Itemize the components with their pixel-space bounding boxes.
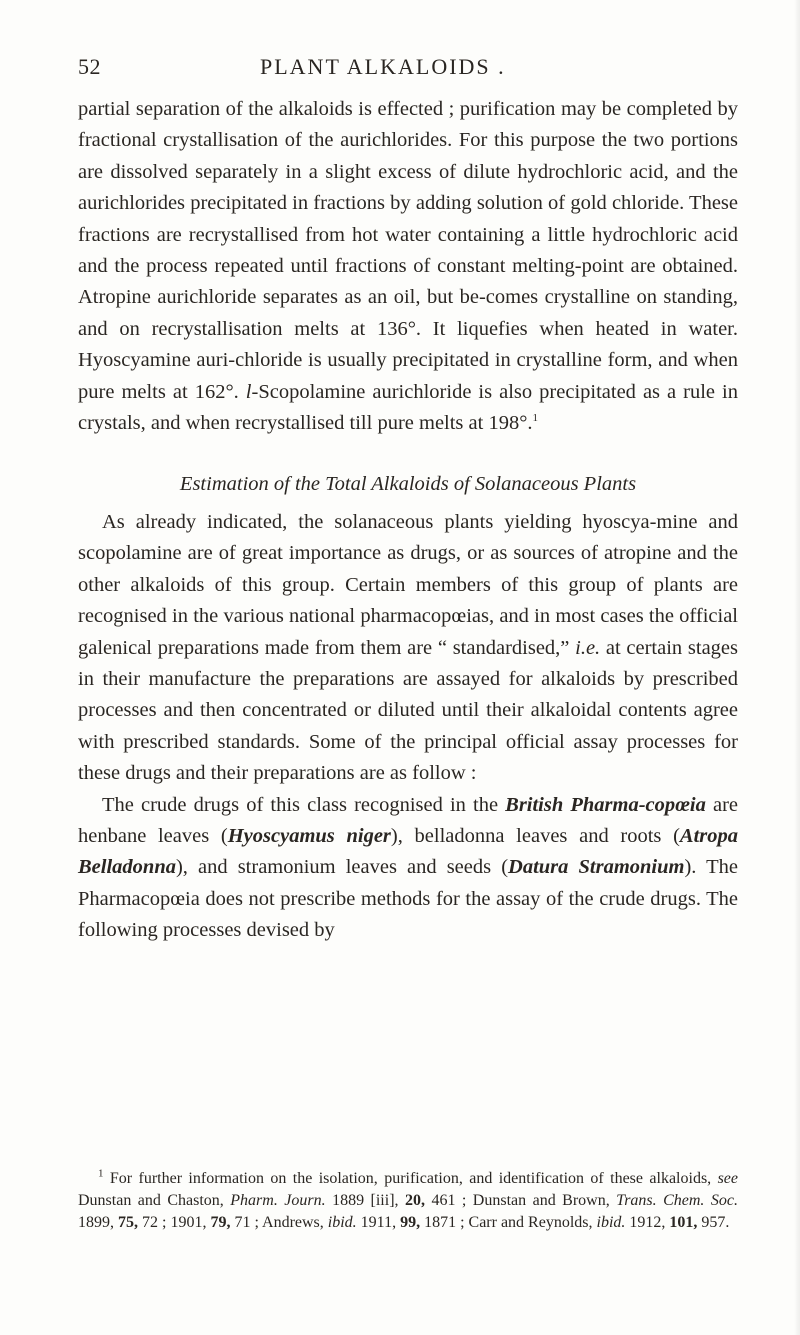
footnote-see: see <box>717 1170 738 1187</box>
paragraph-1-text: partial separation of the alkaloids is effected ; purification may be completed by fractional crystallisation of the aurichlorides. For this purpose the two portions are dissolved separately in a slight excess of dilute hydrochloric acid, and the aurichlorides precipitated in fractions by adding solution of gold chloride. These fractions are recrystallised from hot water containing a little hydrochloric acid and the process repeated until fractions of constant melting-point are obtained. Atropine aurichloride separates as an oil, but be-comes crystalline on standing, and on recrystallisation melts at 136°. It liquefies when heated in water. Hyoscyamine auri-chloride is usually precipitated in crystalline form, and when pure melts at 162°. <box>78 98 738 403</box>
body-text <box>78 94 738 947</box>
footnotes <box>78 1168 738 1234</box>
paragraph-3-text-b: are henbane leaves ( <box>78 793 738 847</box>
datura-stramonium: Datura Stramonium <box>508 856 685 879</box>
footnote-volume-3: 79, <box>210 1214 231 1231</box>
footnote-text-g: 71 ; Andrews, <box>230 1214 328 1231</box>
hyoscyamus-niger: Hyoscyamus niger <box>227 824 391 847</box>
footnote-mark: 1 <box>98 1167 104 1180</box>
footnote-text-a: For further information on the isolation, purification, and identification of these alkaloids, <box>103 1170 718 1187</box>
footnote-volume-4: 99, <box>400 1214 421 1231</box>
footnote-ibid-2: ibid. <box>596 1214 626 1231</box>
footnote-text-b: Dunstan and Chaston, <box>78 1192 231 1209</box>
levo-prefix: l <box>245 380 252 403</box>
footnote-text-c: 1889 [iii], <box>325 1192 405 1209</box>
footnote-reference: 1 <box>532 412 539 425</box>
footnote-journal-2: Trans. Chem. Soc. <box>616 1192 738 1209</box>
paragraph-1-text-2: -Scopolamine aurichloride is also precipitated as a rule in crystals, and when recrystallised till pure melts at 198°. <box>78 380 738 435</box>
paragraph-3 <box>78 790 738 947</box>
paragraph-3-text: The crude drugs of this class recognised in the <box>102 793 506 816</box>
paragraph-2-text: As already indicated, the solanaceous plants yielding hyoscya-mine and scopolamine are of great importance as drugs, or as sources of atropine and the other alkaloids of this group. Certain members of this group of plants are recognised in the various national pharmacopœias, and in most cases the official galenical preparations made from them are “ standardised,” <box>78 510 738 659</box>
footnote-volume-2: 75, <box>118 1214 138 1231</box>
footnote-1 <box>78 1168 738 1234</box>
footnote-text-j: 1912, <box>625 1214 670 1231</box>
footnote-text-h: 1911, <box>356 1214 401 1231</box>
paragraph-3-text-e: ). The Pharmacopœia does not prescribe methods for the assay of the crude drugs. The following processes devised by <box>78 856 739 942</box>
footnote-ibid-1: ibid. <box>327 1214 357 1231</box>
footnote-text-d: 461 ; Dunstan and Brown, <box>424 1192 617 1209</box>
page-header <box>78 54 738 84</box>
atropa-belladonna: Atropa Belladonna <box>78 824 739 879</box>
footnote-text-f: 72 ; 1901, <box>138 1214 211 1231</box>
ie-abbrev: i.e. <box>575 636 601 659</box>
footnote-journal-1: Pharm. Journ. <box>230 1192 326 1209</box>
paragraph-3-text-c: ), belladonna leaves and roots ( <box>390 824 680 847</box>
page-number: 52 <box>78 54 101 79</box>
paragraph-3-text-d: ), and stramonium leaves and seeds ( <box>175 856 509 879</box>
footnote-volume-5: 101, <box>669 1214 698 1231</box>
paragraph-2-text-2: at certain stages in their manufacture the preparations are assayed for alkaloids by prescribed processes and then concentrated or diluted until their alkaloidal contents agree with prescribed standards. Some of the principal official assay processes for these drugs and their preparations are as follow : <box>78 636 738 785</box>
footnote-text-e: 1899, <box>78 1214 118 1231</box>
section-heading: Estimation of the Total Alkaloids of Solanaceous Plants <box>179 473 637 496</box>
footnote-text-k: 957. <box>697 1214 730 1231</box>
footnote-volume-1: 20, <box>404 1192 425 1209</box>
running-title: PLANT ALKALOIDS . <box>260 54 506 79</box>
paragraph-1 <box>78 94 738 439</box>
paragraph-2 <box>78 507 738 790</box>
page-edge-shadow <box>794 0 800 1335</box>
footnote-text-i: 1871 ; Carr and Reynolds, <box>420 1214 597 1231</box>
british-pharmacopoeia: British Pharma-copœia <box>505 793 706 816</box>
